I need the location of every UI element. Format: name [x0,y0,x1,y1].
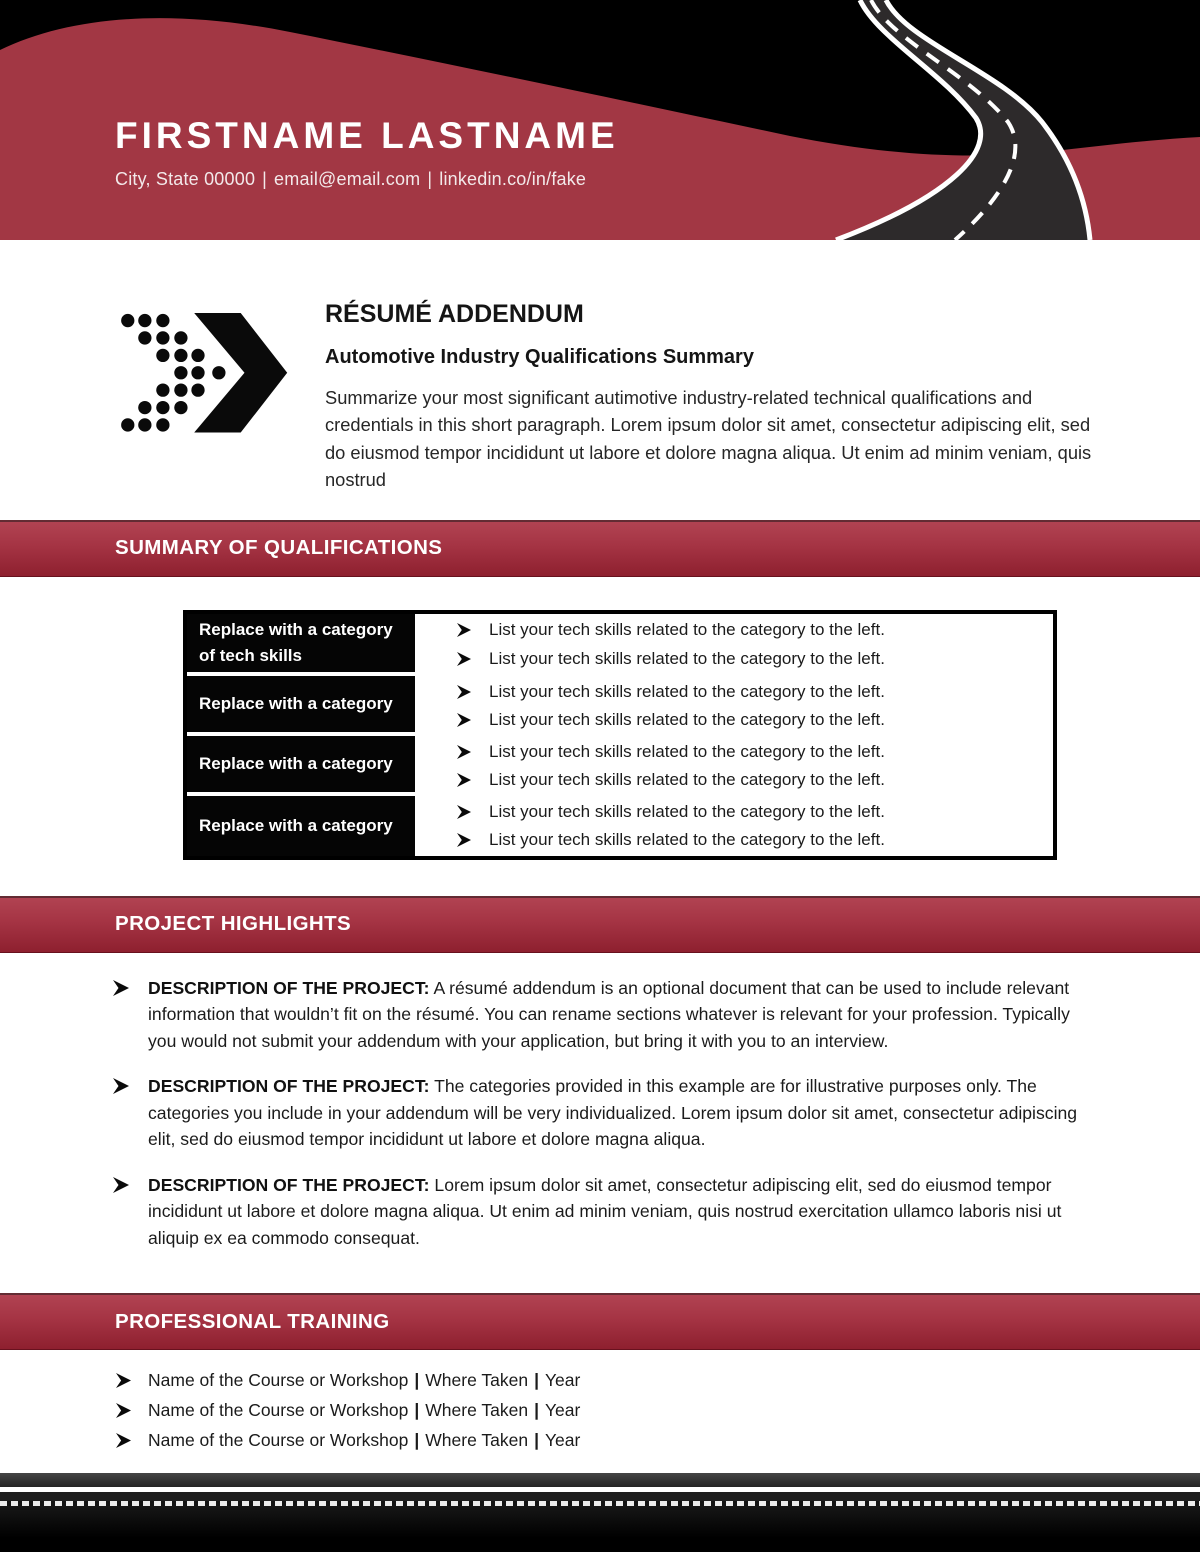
course-item [116,1430,1200,1451]
arrow-bullet-icon [457,745,471,759]
table-category-cell: Replace with a category of tech skills [187,614,415,676]
arrow-bullet-icon [457,773,471,787]
arrow-bullet-icon [457,805,471,819]
table-category-cell: Replace with a category [187,736,415,796]
contact-linkedin[interactable]: linkedin.co/in/fake [439,168,587,189]
arrow-bullet-icon [116,1403,131,1418]
table-items-cell [415,736,1053,796]
course-text: Name of the Course or Workshop | Where Taken | Year [148,1400,581,1421]
person-name: FIRSTNAME LASTNAME [115,115,619,156]
project-label: DESCRIPTION OF THE PROJECT: [148,1174,430,1195]
intro-section [105,300,1095,494]
arrow-bullet-icon [457,685,471,699]
section-banner-training [0,1293,1200,1350]
list-item [457,616,1053,644]
arrow-bullet-icon [113,1177,129,1193]
skill-text: List your tech skills related to the category to the left. [489,829,885,849]
table-items-cell [415,614,1053,676]
course-text: Name of the Course or Workshop | Where Taken | Year [148,1430,581,1451]
project-item [113,1073,1100,1153]
list-item [457,706,1053,734]
dotted-arrow-icon [105,306,291,449]
list-item [457,766,1053,794]
project-text [148,1172,1093,1252]
course-item [116,1370,1200,1391]
contact-separator: | [262,168,268,189]
project-body: The categories provided in this example are for illustrative purposes only. The categories you include in your addendum will be very individualized. Lorem ipsum dolor sit amet, consectetur adipiscing elit, sed do eiusmod tempor incididunt ut labore et dolore magna aliqua. [148,1076,1078,1150]
project-item [113,1172,1100,1252]
list-item [457,798,1053,826]
contact-email[interactable]: email@email.com [274,168,421,189]
arrow-bullet-icon [113,980,129,996]
table-category-cell: Replace with a category [187,796,415,856]
table-items-cell [415,796,1053,856]
project-body: Lorem ipsum dolor sit amet, consectetur adipiscing elit, sed do eiusmod tempor incididunt ut labore et dolore magna aliqua. Ut enim ad minim veniam, quis nostrud exercitation ullamco laboris nisi ut aliquip ex ea commodo consequat. [148,1174,1062,1248]
page-header [0,0,1200,240]
contact-location: City, State 00000 [115,168,256,189]
section-banner-qualifications [0,520,1200,577]
list-item [457,826,1053,854]
list-item [457,678,1053,706]
arrow-bullet-icon [457,652,471,666]
project-text [148,1073,1093,1153]
skill-text: List your tech skills related to the category to the left. [489,769,885,789]
course-item [116,1400,1200,1421]
section-title: PROJECT HIGHLIGHTS [115,912,352,936]
list-item [457,738,1053,766]
course-text: Name of the Course or Workshop | Where Taken | Year [148,1370,581,1391]
arrow-bullet-icon [457,713,471,727]
qualifications-table [183,610,1057,860]
skill-text: List your tech skills related to the category to the left. [489,709,885,729]
section-banner-projects [0,896,1200,953]
section-title: PROFESSIONAL TRAINING [115,1309,390,1333]
arrow-bullet-icon [457,833,471,847]
table-items-cell [415,676,1053,736]
section-title: SUMMARY OF QUALIFICATIONS [115,536,443,560]
page-subtitle: Automotive Industry Qualifications Summary [325,346,754,368]
footer-road-graphic [0,1473,1200,1552]
arrow-bullet-icon [116,1373,131,1388]
table-category-cell: Replace with a category [187,676,415,736]
contact-line [115,169,619,190]
skill-text: List your tech skills related to the category to the left. [489,649,885,669]
arrow-bullet-icon [116,1433,131,1448]
skill-text: List your tech skills related to the category to the left. [489,620,885,640]
projects-section [113,975,1100,1252]
road-asphalt-band [0,1492,1200,1501]
page-title: RÉSUMÉ ADDENDUM [325,300,584,328]
skill-text: List your tech skills related to the category to the left. [489,681,885,701]
project-item [113,975,1100,1055]
training-section [116,1370,1200,1451]
project-label: DESCRIPTION OF THE PROJECT: [148,977,430,998]
arrow-bullet-icon [113,1078,129,1094]
contact-separator: | [427,168,433,189]
skill-text: List your tech skills related to the category to the left. [489,801,885,821]
project-label: DESCRIPTION OF THE PROJECT: [148,1076,430,1097]
skill-text: List your tech skills related to the category to the left. [489,741,885,761]
project-text [148,975,1093,1055]
intro-paragraph: Summarize your most significant autimotive industry-related technical qualifications and credentials in this short paragraph. Lorem ipsum dolor sit amet, consectetur adipiscing elit, sed do eiusmod tempor incididunt ut labore et dolore magna aliqua. Ut enim ad minim veniam, quis nostrud [325,387,1092,491]
list-item [457,645,1053,673]
project-body: A résumé addendum is an optional document that can be used to include relevant information that wouldn’t fit on the résumé. You can rename sections whatever is relevant for your profession. Typically you would not submit your addendum with your application, but bring it with you to an interview. [148,977,1070,1051]
road-asphalt-band [0,1473,1200,1487]
arrow-bullet-icon [457,623,471,637]
road-asphalt-fade [0,1506,1200,1552]
